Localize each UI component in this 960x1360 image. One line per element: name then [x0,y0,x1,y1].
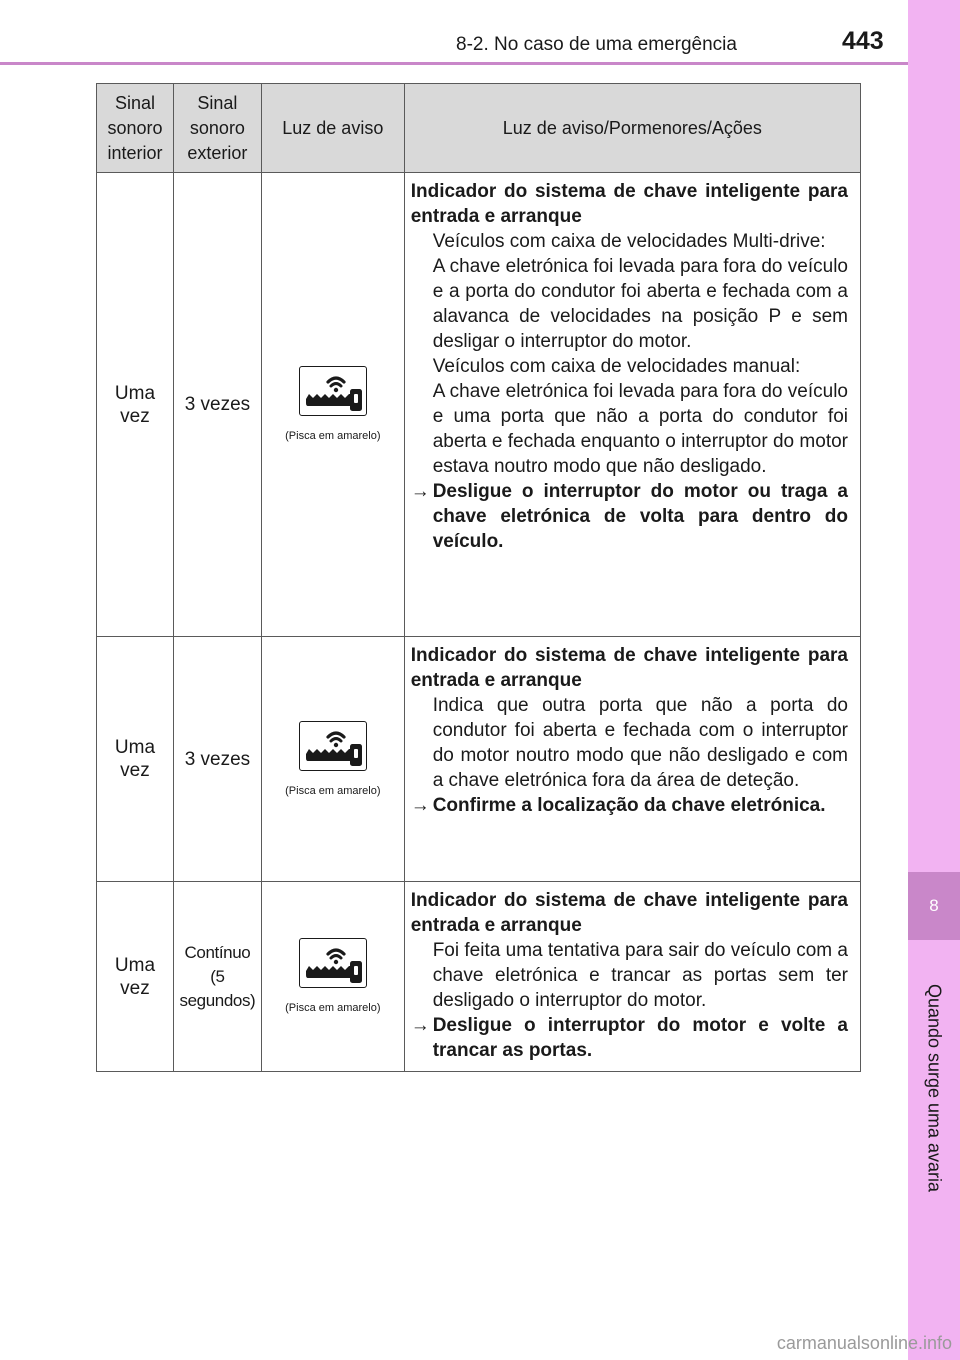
smart-key-warning-icon [299,721,367,771]
action-line [411,479,848,554]
action-line [411,793,848,818]
indicator-title: Indicador do sistema de chave inteligente para entrada e arranque [410,181,848,227]
interior-buzzer-cell: Uma vez [97,637,174,882]
detail-paragraph: Veículos com caixa de velocidades Multi-drive: [432,231,826,252]
arrow-icon: → [410,795,430,816]
warning-buzzer-table [96,83,861,1072]
exterior-buzzer-cell: 3 vezes [173,173,261,637]
column-header-details: Luz de aviso/Pormenores/Ações [404,84,860,173]
interior-buzzer-cell: Uma vez [97,882,174,1072]
warning-light-cell [261,882,404,1072]
smart-key-warning-icon [299,938,367,988]
chapter-number-box [908,872,960,940]
chapter-label: Quando surge uma avaria [924,983,945,1193]
header-rule [0,62,908,65]
action-text: Desligue o interruptor do motor e volte a trancar as portas. [432,1015,848,1061]
action-line [411,1013,848,1063]
chapter-number: 8 [929,896,939,915]
page-number: 443 [842,27,884,55]
exterior-buzzer-cell: 3 vezes [173,637,261,882]
detail-paragraph: Indica que outra porta que não a porta do condutor foi aberta e fechada com o interruptor do motor noutro modo que não desligado e com a chave eletrónica fora da área de deteção. [432,695,848,791]
arrow-icon: → [410,481,430,502]
indicator-title: Indicador do sistema de chave inteligente para entrada e arranque [410,645,848,691]
details-cell [404,637,860,882]
section-title: 8-2. No caso de uma emergência [456,34,737,55]
action-text: Desligue o interruptor do motor ou traga a chave eletrónica de volta para dentro do veículo. [432,481,848,552]
column-header-warning-light: Luz de aviso [261,84,404,173]
arrow-icon: → [410,1015,430,1036]
warning-light-cell [261,173,404,637]
column-header-interior: Sinal sonoro interior [97,84,174,173]
chapter-side-tab [908,0,960,1360]
table-row [97,173,861,637]
detail-paragraph: Veículos com caixa de velocidades manual: [432,356,801,377]
warning-light-caption: (Pisca em amarelo) [285,784,381,797]
column-header-exterior: Sinal sonoro exterior [173,84,261,173]
detail-paragraph: A chave eletrónica foi levada para fora do veículo e a porta do condutor foi aberta e fechada com a alavanca de velocidades na posição P e sem desligar o interruptor do motor. [432,256,848,352]
indicator-title: Indicador do sistema de chave inteligente para entrada e arranque [410,890,848,936]
table-header-row [97,84,861,173]
smart-key-warning-icon [299,366,367,416]
table-row [97,637,861,882]
table-row [97,882,861,1072]
warning-light-caption: (Pisca em amarelo) [285,430,381,442]
warning-light-cell [261,637,404,882]
exterior-buzzer-cell: Contínuo (5 segundos) [173,882,261,1072]
details-cell [404,882,860,1072]
detail-paragraph: Foi feita uma tentativa para sair do veículo com a chave eletrónica e trancar as portas sem ter desligado o interruptor do motor. [432,940,848,1011]
details-cell [404,173,860,637]
watermark: carmanualsonline.info [776,1333,952,1353]
page-header [0,0,908,66]
detail-paragraph: A chave eletrónica foi levada para fora do veículo e uma porta que não a porta do condutor foi aberta e fechada enquanto o interruptor do motor estava noutro modo que não desligado. [432,381,848,477]
action-text: Confirme a localização da chave eletrónica. [432,795,826,816]
interior-buzzer-cell: Uma vez [97,173,174,637]
warning-light-caption: (Pisca em amarelo) [285,1002,381,1014]
